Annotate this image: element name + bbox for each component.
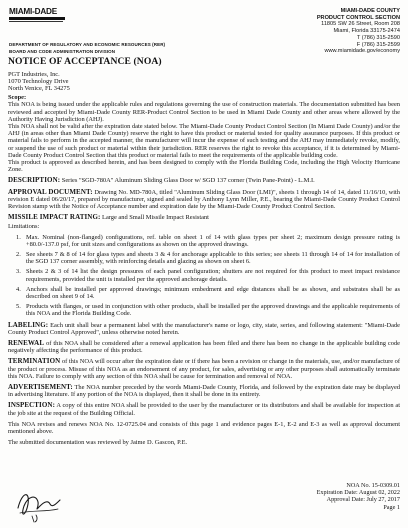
missile-impact-label: MISSILE IMPACT RATING:	[8, 213, 101, 222]
scope-label: Scope:	[8, 94, 27, 102]
department-name: DEPARTMENT OF REGULATORY AND ECONOMIC RESOURCES (RER)	[9, 42, 166, 47]
advertisement-label: ADVERTISEMENT:	[8, 383, 73, 392]
limitation-text: Sheets 2 & 3 of 14 list the design pressures of each panel configuration; shutters are not required for this product to meet impact resistance requirements, provided the unit is installed per the approved anchorage details.	[26, 268, 400, 283]
inspection-section	[8, 402, 400, 416]
agency-phone: T (786) 315-2590	[356, 34, 400, 41]
advertisement-section	[8, 384, 400, 398]
renewal-section	[8, 340, 400, 354]
limitation-text: Max. Nominal (non-flanged) configurations, ref. table on sheet 1 of 14 with glass types per sheet 2; maximum design pressure rating is +80.0/-137.0 psf, for unit sizes and configurations as shown on the approved drawings.	[26, 233, 400, 248]
limitation-number: 2.	[16, 250, 21, 258]
approval-document-label: APPROVAL DOCUMENT:	[8, 187, 93, 196]
logo-text: MIAMI-DADE	[9, 7, 65, 20]
limitation-number: 1.	[16, 233, 21, 241]
agency-fax: F (786) 315-2599	[356, 41, 400, 48]
limitation-number: 4.	[16, 285, 21, 293]
limitations-label: Limitations:	[8, 223, 40, 231]
agency-section: PRODUCT CONTROL SECTION	[316, 14, 400, 21]
description-section	[8, 177, 400, 184]
noa-number: NOA No. 15-0309.01	[346, 482, 400, 489]
description-label: DESCRIPTION:	[8, 176, 61, 185]
limitation-text: Anchors shall be installed per approved drawings; minimum embedment and edge distances shall be as shown, and substrates shall be as described on sheet 9 of 14.	[26, 285, 400, 300]
document-body	[8, 57, 400, 446]
division-name: BOARD AND CODE ADMINISTRATION DIVISION	[9, 48, 116, 54]
agency-website: www.miamidade.gov/economy	[324, 48, 400, 55]
signature	[12, 482, 68, 524]
approval-date: Approval Date: July 27, 2017	[326, 496, 400, 504]
miami-dade-logo	[9, 7, 65, 22]
limitation-item	[8, 251, 400, 265]
revision-note: This NOA revises and renews NOA No. 12-0725.04 and consists of this page 1 and evidence pages E-1, E-2 and E-3 as well as approval document mentioned above.	[8, 420, 400, 436]
approval-document-text: Drawing No. MD-780A, titled "Aluminum Sliding Glass Door (LMI)", sheets 1 through 14 of 14, dated 11/16/10, with revision E dated 06/20/17, prepared by manufacturer, signed and sealed by Anthony Lynn Miller, P.E., bearing the Miami-Dade County Product Control Revision stamp with the Notice of Acceptance number and expiration date by the Miami-Dade County Product Control Section.	[8, 188, 400, 210]
noa-footer	[317, 482, 400, 511]
limitation-text: See sheets 7 & 8 of 14 for glass types and sheets 3 & 4 for anchorage applicable to this series; see sheets 11 through 14 of 14 for installation of the SGD 137 corner assembly, with reinforcing details and glazing as shown on sheet 6.	[26, 250, 400, 266]
labeling-label: LABELING:	[8, 320, 49, 329]
agency-county: MIAMI-DADE COUNTY	[340, 8, 400, 14]
approval-document-section	[8, 189, 400, 211]
page-title: NOTICE OF ACCEPTANCE (NOA)	[8, 56, 162, 67]
limitation-number: 3.	[16, 268, 21, 276]
missile-impact-text: Large and Small Missile Impact Resistant	[102, 214, 209, 222]
reviewer-note: The submitted documentation was reviewed by Jaime D. Gascon, P.E.	[8, 439, 188, 447]
scope-paragraph-3: This product is approved as described herein, and has been designed to comply with the Florida Building Code, including the High Velocity Hurricane Zone.	[8, 158, 400, 174]
termination-label: TERMINATION	[8, 357, 61, 366]
agency-street: 11805 SW 26 Street, Room 208	[321, 21, 400, 28]
inspection-text: A copy of this entire NOA shall be provided to the user by the manufacturer or its distributors and shall be available for inspection at the job site at the request of the Building Official.	[8, 402, 400, 417]
limitation-number: 5.	[16, 303, 21, 311]
advertisement-text: The NOA number preceded by the words Miami-Dade County, Florida, and followed by the expiration date may be displayed in advertising literature. If any portion of the NOA is displayed, then it shall be done in its entirety.	[8, 384, 400, 399]
limitation-item	[8, 286, 400, 300]
renewal-text: of this NOA shall be considered after a renewal application has been filed and there has been no change in the applicable building code negatively affecting the performance of this product.	[8, 340, 400, 355]
company-city: North Venice, FL 34275	[8, 84, 70, 92]
labeling-section	[8, 322, 400, 336]
limitation-item	[8, 268, 400, 282]
scope-paragraph-1: This NOA is being issued under the applicable rules and regulations governing the use of construction materials. The documentation submitted has been reviewed and accepted by Miami-Dade County RER-Product Control Section to be used in Miami Dade County and other areas where allowed by the Authority Having Jurisdiction (AHJ).	[8, 101, 400, 123]
missile-impact-section	[8, 214, 400, 221]
company-street: 1070 Technology Drive	[8, 77, 69, 85]
description-text: Series "SGD-780A" Aluminum Sliding Glass Door w/ SGD 137 corner (Twin Pane-Point) - L.M.I.	[61, 177, 315, 185]
company-name: PGT Industries, Inc.	[8, 70, 60, 78]
termination-text: of this NOA will occur after the expiration date or if there has been a revision or change in the materials, use, and/or manufacture of the product or process. Misuse of this NOA as an endorsement of any product, for sales, advertising or any other purposes shall automatically terminate this NOA. Failure to comply with any section of this NOA shall be cause for termination and removal of NOA.	[8, 358, 400, 380]
scope-paragraph-2: This NOA shall not be valid after the expiration date stated below. The Miami-Dade County Product Control Section (In Miami Dade County) and/or the AHJ (in areas other than Miami Dade County) reserve the right to have this product or material tested for quality assurance purposes. If this product or material fails to perform in the accepted manner, the manufacturer will incur the expense of such testing and the AHJ may immediately revoke, modify, or suspend the use of such product or material within their jurisdiction. RER reserves the right to revoke this acceptance, if it is determined by Miami-Dade County Product Control Section that this product or material fails to meet the requirements of the applicable building code.	[8, 122, 400, 159]
agency-address-block	[317, 8, 400, 55]
expiration-date: Expiration Date: August 02, 2022	[316, 489, 400, 497]
inspection-label: INSPECTION:	[8, 401, 55, 410]
termination-section	[8, 358, 400, 380]
renewal-label: RENEWAL	[8, 339, 45, 347]
department-block	[9, 42, 165, 55]
limitation-text: Products with flanges, or used in conjunction with other products, shall be installed per the approved drawings and the applicable requirements of this NOA and the Florida Building Code.	[26, 303, 400, 318]
logo-rule	[9, 21, 63, 22]
page-number: Page 1	[383, 503, 400, 511]
company-address	[8, 71, 400, 93]
labeling-text: Each unit shall bear a permanent label with the manufacturer's name or logo, city, state, series, and following statement: "Miami-Dade County Product Control Approved", unless otherwise noted herein.	[8, 321, 400, 336]
limitation-item	[8, 234, 400, 248]
limitation-item	[8, 303, 400, 317]
agency-city: Miami, Florida 33175-2474	[333, 28, 400, 35]
